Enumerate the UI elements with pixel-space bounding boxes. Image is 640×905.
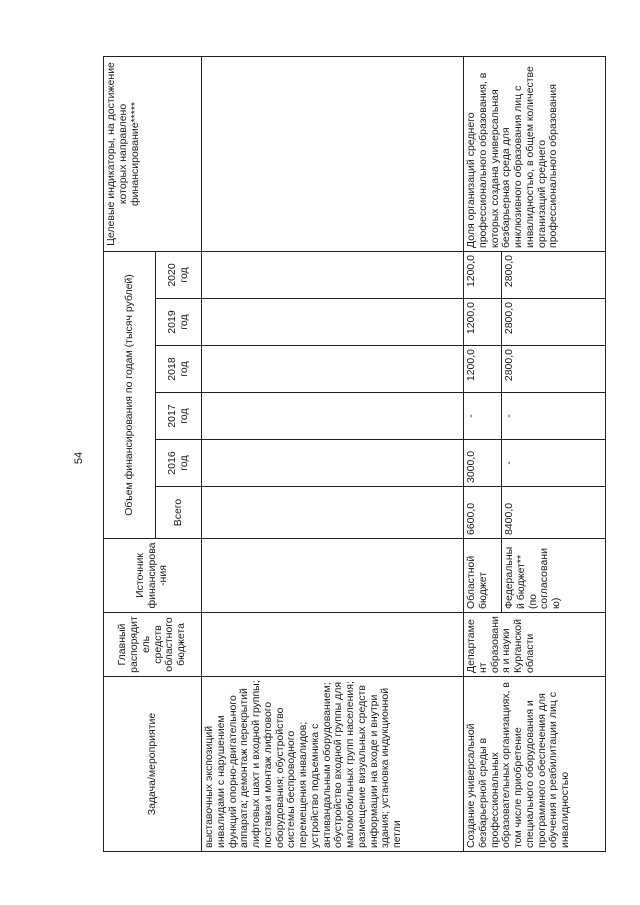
row2-2016-regional: 3000,0 bbox=[464, 440, 502, 487]
header-task: Задача/мероприятие bbox=[104, 677, 202, 852]
row2-2016-federal: - bbox=[502, 440, 606, 487]
row2-2020-federal: 2800,0 bbox=[502, 251, 606, 298]
row2-2017-federal: - bbox=[502, 393, 606, 440]
header-indicators: Целевые индикаторы, на достижение которых направлено финансирование***** bbox=[104, 56, 202, 251]
row1-manager bbox=[202, 613, 464, 677]
row2-2018-federal: 2800,0 bbox=[502, 346, 606, 393]
header-total: Всего bbox=[156, 487, 202, 539]
header-2019: 2019 год bbox=[156, 299, 202, 346]
header-2016: 2016 год bbox=[156, 440, 202, 487]
row2-total-federal: 8400,0 bbox=[502, 487, 606, 539]
header-2018: 2018 год bbox=[156, 346, 202, 393]
row1-total bbox=[202, 487, 464, 539]
header-2020: 2020 год bbox=[156, 251, 202, 298]
row2-task: Создание универсальной безбарьерной среды в профессиональных образовательных организациях, в том числе приобретение специального оборудования и программного обеспечения для обучения и реабилитации лиц с инвалидностью bbox=[464, 677, 606, 852]
header-source: Источник финансирова-ния bbox=[104, 539, 202, 613]
table-row bbox=[464, 56, 502, 851]
row2-source-regional: Областной бюджет bbox=[464, 539, 502, 613]
row2-manager: Департамент образования и науки Курганской области bbox=[464, 613, 606, 677]
row2-indicator: Доля организаций среднего профессионального образования, в которых создана универсальная безбарьерная среда для инклюзивного образования лиц с инвалидностью, в общем количестве организаций среднего профессионального образования bbox=[464, 56, 606, 251]
row1-2020 bbox=[202, 251, 464, 298]
row1-2018 bbox=[202, 346, 464, 393]
row2-2020-regional: 1200,0 bbox=[464, 251, 502, 298]
row2-2019-regional: 1200,0 bbox=[464, 299, 502, 346]
row1-source bbox=[202, 539, 464, 613]
row1-2019 bbox=[202, 299, 464, 346]
row1-indicator bbox=[202, 56, 464, 251]
header-2017: 2017 год bbox=[156, 393, 202, 440]
row2-2017-regional: - bbox=[464, 393, 502, 440]
header-manager: Главный распорядитель средств областного бюджета bbox=[104, 613, 202, 677]
row2-source-federal: Федеральный бюджет** (по согласованию) bbox=[502, 539, 606, 613]
financing-table bbox=[103, 56, 606, 852]
row1-2016 bbox=[202, 440, 464, 487]
row2-2019-federal: 2800,0 bbox=[502, 299, 606, 346]
table-row bbox=[202, 56, 464, 851]
row1-2017 bbox=[202, 393, 464, 440]
row2-total-regional: 6600,0 bbox=[464, 487, 502, 539]
header-row-1 bbox=[104, 56, 156, 851]
rotated-table-wrapper bbox=[103, 57, 605, 852]
header-volume: Объем финансирования по годам (тысяч рублей) bbox=[104, 251, 156, 538]
row1-task: выставочных экспозиций инвалидами с нарушением функций опорно-двигательного аппарата; демонтаж перекрытий лифтовых шахт и входной группы; поставка и монтаж лифтового оборудования; обустройство системы беспроводного перемещения инвалидов; устройство подъемника с антивандальным оборудованием; обустройство входной группы для маломобильных групп населения; размещение визуальных средств информации на входе и внутри здания; установка индукционной петли bbox=[202, 677, 464, 852]
row2-2018-regional: 1200,0 bbox=[464, 346, 502, 393]
page-number: 54 bbox=[73, 451, 86, 465]
